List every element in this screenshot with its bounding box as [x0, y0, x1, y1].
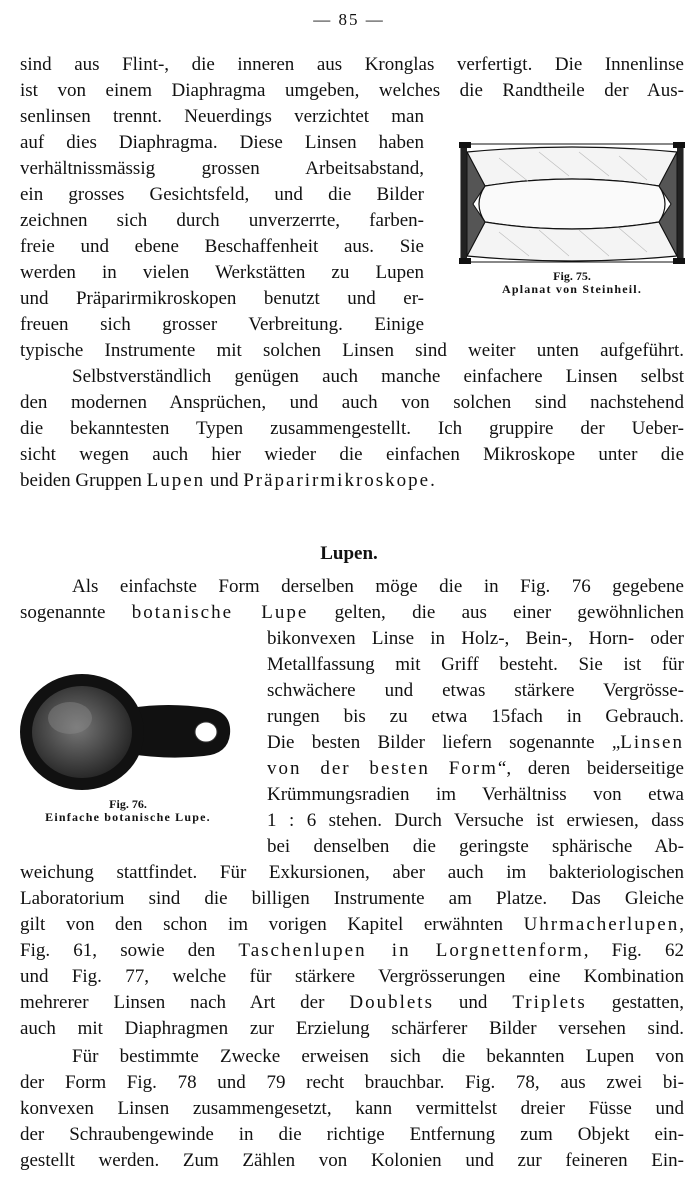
aplanat-lens-illustration: [459, 138, 685, 270]
emphasis: Lupen: [146, 470, 206, 491]
text-line: Die besten Bilder liefern sogenannte „Linsen: [267, 732, 684, 753]
emphasis: Linsen: [620, 732, 684, 753]
text-line: rungen bis zu etwa 15fach in Gebrauch.: [267, 706, 684, 727]
emphasis: Taschenlupen in Lorgnettenform: [238, 940, 584, 961]
text-line: zeichnen sich durch unverzerrte, farben-: [20, 210, 424, 231]
emphasis: Präparirmikroskope: [243, 470, 431, 491]
emphasis: botanische Lupe: [131, 602, 309, 623]
emphasis: Uhrmacherlupen: [523, 914, 680, 935]
text-line: gestellt werden. Zum Zählen von Kolonien und zur feineren Ein-: [20, 1150, 684, 1171]
text-line: schwächere und etwas stärkere Vergrösse-: [267, 680, 684, 701]
text-line: 1 : 6 stehen. Durch Versuche ist erwiesen, dass: [267, 810, 684, 831]
text-line: freuen sich grosser Verbreitung. Einige: [20, 314, 424, 335]
text-line: und Fig. 77, welche für stärkere Vergrösserungen eine Kombination: [20, 966, 684, 987]
text-line: gilt von den schon im vorigen Kapitel erwähnten Uhrmacherlupen,: [20, 914, 684, 935]
text-line: werden in vielen Werkstätten zu Lupen: [20, 262, 424, 283]
text-line: Metallfassung mit Griff besteht. Sie ist für: [267, 654, 684, 675]
emphasis: Triplets: [512, 992, 587, 1013]
text-line: beiden Gruppen Lupen und Präparirmikroskope.: [20, 470, 435, 491]
text-line: die bekanntesten Typen zusammengestellt. Ich gruppire der Ueber-: [20, 418, 684, 439]
text-line: bei denselben die geringste sphärische Ab-: [267, 836, 684, 857]
text-line: Krümmungsradien im Verhältniss von etwa: [267, 784, 684, 805]
text-line: Laboratorium sind die billigen Instrumente am Platze. Das Gleiche: [20, 888, 684, 909]
text-line: der Schraubengewinde in die richtige Entfernung zum Objekt ein-: [20, 1124, 684, 1145]
text-line: von der besten Form“, deren beiderseitige: [267, 758, 684, 779]
text-line: Fig. 61, sowie den Taschenlupen in Lorgnettenform, Fig. 62: [20, 940, 684, 961]
emphasis: von der besten Form: [267, 758, 498, 779]
text-line: den modernen Ansprüchen, und auch von solchen sind nachstehend: [20, 392, 684, 413]
text-line: verhältnissmässig grossen Arbeitsabstand,: [20, 158, 424, 179]
text-line: senlinsen trennt. Neuerdings verzichtet man: [20, 106, 424, 127]
text-line: ist von einem Diaphragma umgeben, welches die Randtheile der Aus-: [20, 80, 684, 101]
text-line: auf dies Diaphragma. Diese Linsen haben: [20, 132, 424, 153]
text-line: auch mit Diaphragmen zur Erzielung schärferer Bilder versehen sind.: [20, 1018, 684, 1039]
text-line: sicht wegen auch hier wieder die einfachen Mikroskope unter die: [20, 444, 684, 465]
text-line: freie und ebene Beschaffenheit aus. Sie: [20, 236, 424, 257]
text-line: ein grosses Gesichtsfeld, und die Bilder: [20, 184, 424, 205]
figure-76-caption: Fig. 76. Einfache botanische Lupe.: [45, 797, 211, 824]
emphasis: Doublets: [349, 992, 434, 1013]
text-line: Als einfachste Form derselben möge die in Fig. 76 gegebene: [72, 576, 684, 597]
botanical-magnifier-illustration: [18, 668, 238, 796]
text-line: sind aus Flint-, die inneren aus Kronglas verfertigt. Die Innenlinse: [20, 54, 684, 75]
text-line: konvexen Linsen zusammengesetzt, kann vermittelst dreier Füsse und: [20, 1098, 684, 1119]
text-line: typische Instrumente mit solchen Linsen sind weiter unten aufgeführt.: [20, 340, 684, 361]
page-number: — 85 —: [313, 10, 385, 29]
text-line: weichung stattfindet. Für Exkursionen, aber auch im bakteriologischen: [20, 862, 684, 883]
text-line: der Form Fig. 78 und 79 recht brauchbar. Fig. 78, aus zwei bi-: [20, 1072, 684, 1093]
text-line: bikonvexen Linse in Holz-, Bein-, Horn- oder: [267, 628, 684, 649]
figure-75: [459, 138, 685, 296]
text-line: sogenannte botanische Lupe gelten, die aus einer gewöhnlichen: [20, 602, 685, 623]
section-heading: Lupen.: [320, 543, 378, 564]
figure-76: [18, 668, 238, 824]
text-line: und Präparirmikroskopen benutzt und er-: [20, 288, 424, 309]
text-line: Für bestimmte Zwecke erweisen sich die bekannten Lupen von: [72, 1046, 684, 1067]
figure-75-caption: Fig. 75. Aplanat von Steinheil.: [501, 269, 643, 296]
text-line: Selbstverständlich genügen auch manche einfachere Linsen selbst: [72, 366, 684, 387]
text-line: mehrerer Linsen nach Art der Doublets und Triplets gestatten,: [20, 992, 684, 1013]
